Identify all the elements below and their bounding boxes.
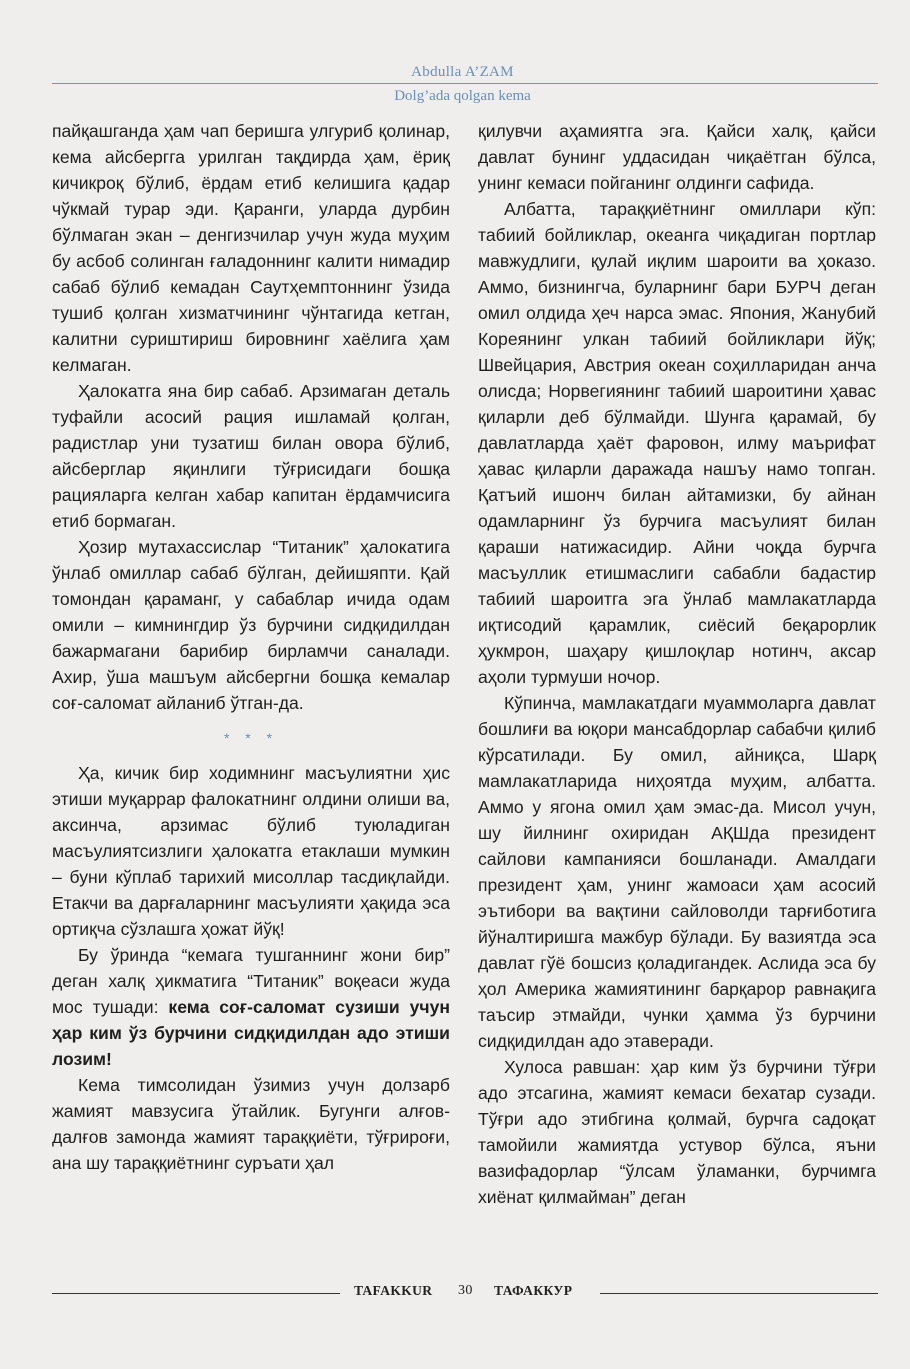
paragraph: пайқашганда ҳам чап беришга улгуриб қолинар, кема айсбергга урилган тақдирда ҳам, ёриқ кичикроқ бўлиб, ёрдам етиб келишига қадар чўкмай турар эди. Қаранги, уларда дурбин бўлмаган экан – денгизчилар учун жуда муҳим бу асбоб солинган ғаладоннинг калити нимадир сабаб бўлиб кемадан Саутҳемптоннинг ўзида тушиб қолган хизматчининг чўнтагида кетган, калитни суриштириш бировнинг хаёлига ҳам келмаган.: [52, 121, 450, 375]
paragraph: Хулоса равшан: ҳар ким ўз бурчини тўғри адо этсагина, жамият кемаси бехатар сузади. Тўғри адо этибгина қолмай, бурчга садоқат тамойили жамиятда устувор бўлса, яъни вазифадорлар “ўлсам ўламанки, бурчимга хиёнат қилмайман” деган: [478, 1057, 876, 1207]
page-number: 30: [458, 1283, 473, 1298]
paragraph-text: Бу ўринда “кемага тушганнинг жони бир” деган халқ ҳикматига “Титаник” воқеаси жуда мос тушади:: [52, 945, 450, 1017]
footer-rule-right: [600, 1293, 878, 1294]
footer-rule-left: [52, 1293, 340, 1294]
paragraph: Ҳозир мутахассислар “Титаник” ҳалокатига ўнлаб омиллар сабаб бўлган, дейишяпти. Қай томондан қараманг, у сабаблар ичида одам омили – кимнингдир ўз бурчини сидқидилдан бажармагани барибир бирламчи саналади. Ахир, ўша машъум айсбергни бошқа кемалар соғ-саломат айланиб ўтган-да.: [52, 537, 450, 713]
section-separator: * * *: [223, 730, 279, 746]
paragraph: Ҳалокатга яна бир сабаб. Арзимаган деталь туфайли асосий рация ишламай қолган, радистлар уни тузатиш билан овора бўлиб, айсберглар яқинлиги тўғрисидаги бошқа рацияларга келган хабар капитан ёрдамчисига етиб бормаган.: [52, 381, 450, 531]
paragraph: Кўпинча, мамлакатдаги муаммоларга давлат бошлиғи ва юқори мансабдорлар сабабчи қилиб кўрсатилади. Бу омил, айниқса, Шарқ мамлакатларида ниҳоятда муҳим, албатта. Аммо у ягона омил ҳам эмас-да. Мисол учун, шу йилнинг охиридан АҚШда президент сайлови кампанияси бошланади. Амалдаги президент ҳам, унинг жамоаси ҳам асосий эътибори ва вақтини сайловолди тарғиботига йўналтиришга мажбур бўлади. Бу вазиятда эса давлат гўё бошсиз қоладигандек. Аслида эса бу ҳол Америка жамиятининг барқарор равнақига таъсир этмайди, чунки ҳамма ўз бурчини сидқидилдан адо этаверади.: [478, 693, 876, 1051]
paragraph: қилувчи аҳамиятга эга. Қайси халқ, қайси давлат бунинг уддасидан чиқаётган бўлса, унинг кемаси пойганинг олдинги сафида.: [478, 121, 876, 193]
bold-emphasis: кема соғ-саломат сузиши учун ҳар ким ўз бурчини сидқидилдан адо этиши лозим!: [52, 997, 450, 1069]
footer-magazine-latin: TAFAKKUR: [354, 1283, 433, 1298]
right-column: [478, 118, 876, 1210]
running-header-title: Dolg’ada qolgan kema: [394, 88, 531, 104]
paragraph: Кема тимсолидан ўзимиз учун долзарб жамият мавзусига ўтайлик. Бугунги алғов-далғов замонда жамият тараққиёти, тўғрироғи, ана шу тараққиётнинг суръати ҳал: [52, 1075, 450, 1173]
left-column: [52, 118, 450, 1176]
footer-magazine-cyrillic: ТАФАККУР: [494, 1283, 573, 1298]
paragraph: Албатта, тараққиётнинг омиллари кўп: табиий бойликлар, океанга чиқадиган портлар мавжудлиги, қулай иқлим шароити ва ҳоказо. Аммо, бизнингча, буларнинг бари БУРЧ деган омил олдида ҳеч нарса эмас. Япония, Жанубий Кореянинг улкан табиий бойликлари йўқ; Швейцария, Австрия океан соҳилларидан анча олисда; Норвегиянинг табиий шароитини ҳавас қиларли деб бўлмайди. Шунга қарамай, бу давлатларда ҳаёт фаровон, илму маърифат ҳавас қиларли даражада нашъу намо топган. Қатъий ишонч билан айтамизки, бу айнан одамларнинг ўз бурчига масъулият билан қараши натижасидир. Айни чоқда бурчга масъуллик етишмаслиги сабабли бадастир табиий шароитга эга ўнлаб мамлакатларда иқтисодий қарамлик, сиёсий беқарорлик ҳукмрон, шаҳару қишлоқлар нотинч, аксар аҳоли турмуши ночор.: [478, 199, 876, 687]
paragraph: [52, 942, 450, 1072]
header-rule: [52, 83, 878, 84]
paragraph: Ҳа, кичик бир ходимнинг масъулиятни ҳис этиши муқаррар фалокатнинг олдини олиши ва, аксинча, арзимас бўлиб туюладиган масъулиятсизлиги ҳалокатга етаклаши мумкин – буни кўплаб тарихий мисоллар тасдиқлайди. Етакчи ва дарғаларнинг масъулияти ҳақида эса ортиқча сўзлашга ҳожат йўқ!: [52, 763, 450, 939]
running-header-author: Abdulla A’ZAM: [411, 64, 514, 80]
